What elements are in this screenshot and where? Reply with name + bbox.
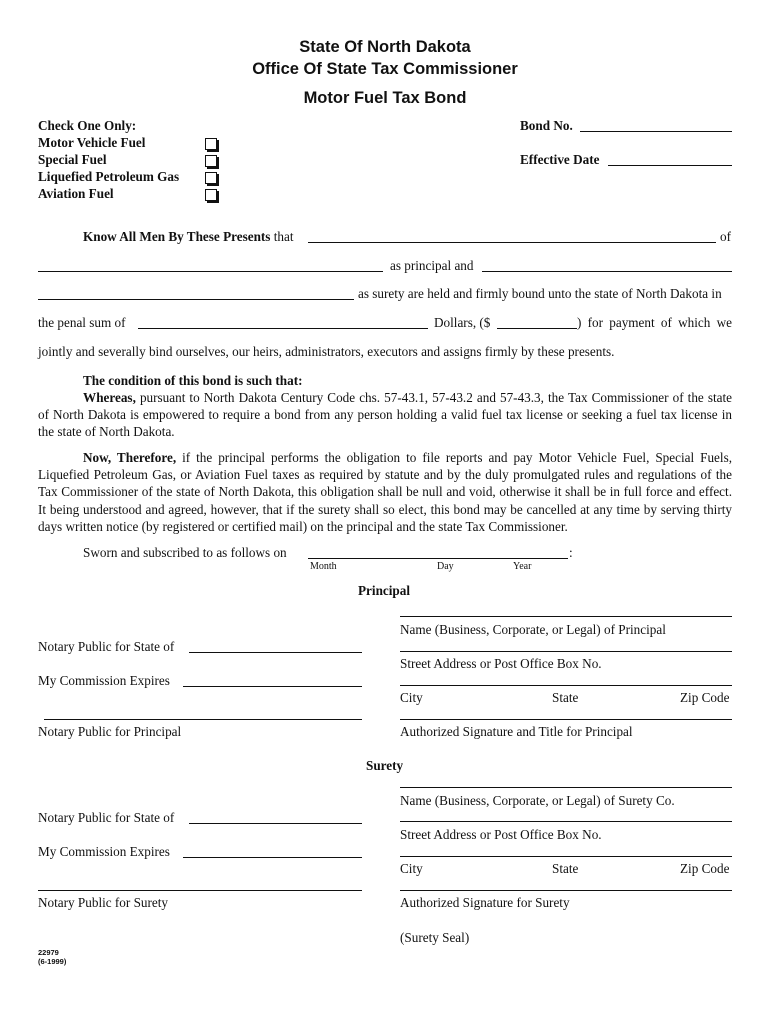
as-surety-label: as surety are held and firmly bound unto the state of North Dakota in: [358, 286, 722, 301]
principal-notary-label: Notary Public for Principal: [38, 724, 182, 739]
title-state: State Of North Dakota: [299, 38, 471, 56]
principal-notary-state-label: Notary Public for State of: [38, 639, 175, 654]
name-field-1[interactable]: [38, 271, 383, 272]
surety-zip-label: Zip Code: [680, 861, 730, 876]
sworn-date-field[interactable]: [308, 558, 568, 559]
whereas-bold: Whereas,: [83, 390, 136, 405]
principal-commission-field[interactable]: [183, 686, 362, 687]
for-payment-label: ) for payment of which we: [577, 315, 732, 330]
penal-sum-label: the penal sum of: [38, 315, 126, 330]
now-therefore-paragraph: [38, 449, 732, 535]
form-revision: (6-1999): [38, 957, 67, 966]
whereas-text: pursuant to North Dakota Century Code chs. 57-43.1, 57-43.2 and 57-43.3, the Tax Commissioner of the state of North Dakota is empowered to require a bond from any person holding a valid fuel tax license or seeking a fuel tax license in the state of North Dakota.: [38, 390, 732, 440]
day-label: Day: [437, 561, 454, 572]
principal-title: Principal: [358, 583, 411, 598]
principal-notary-signature-field[interactable]: [44, 719, 362, 720]
option-label-motor-vehicle: Motor Vehicle Fuel: [38, 135, 146, 150]
surety-name-field[interactable]: [38, 299, 354, 300]
know-that: that: [273, 229, 294, 244]
principal-and-field[interactable]: [482, 271, 732, 272]
surety-state-label: State: [552, 861, 579, 876]
surety-notary-label: Notary Public for Surety: [38, 895, 169, 910]
condition-title: The condition of this bond is such that:: [83, 373, 303, 388]
checkbox-aviation-fuel[interactable]: [205, 189, 217, 201]
principal-city-field[interactable]: [400, 685, 732, 686]
surety-signature-label: Authorized Signature for Surety: [400, 895, 570, 910]
jointly-text: jointly and severally bind ourselves, our heirs, administrators, executors and assigns firmly by these presents.: [38, 344, 615, 359]
principal-signature-label: Authorized Signature and Title for Principal: [400, 724, 633, 739]
effective-date-field[interactable]: [608, 165, 732, 166]
know-all-men-bold: Know All Men By These Presents: [83, 229, 271, 244]
checkbox-liquefied-petroleum-gas[interactable]: [205, 172, 217, 184]
now-therefore-text: if the principal performs the obligation to file reports and pay Motor Vehicle Fuel, Special Fuels, Liquefied Petroleum Gas, or Aviation Fuel taxes as required by statute and by the duly promulgated rules and regulations of the Tax Commissioner of the state of North Dakota, this obligation shall be null and void, otherwise it shall be in full force and effect. It being understood and agreed, however, that if the surety shall so elect, this bond may be cancelled at any time by serving thirty days written notice (by registered or certified mail) on the principal and the state Tax Commissioner.: [38, 450, 732, 534]
penal-sum-amount-field[interactable]: [497, 328, 577, 329]
effective-date-label: Effective Date: [520, 152, 600, 167]
form-number: 22979: [38, 948, 59, 957]
principal-name-field[interactable]: [400, 616, 732, 617]
principal-state-label: State: [552, 690, 579, 705]
sworn-label: Sworn and subscribed to as follows on: [83, 545, 287, 560]
surety-city-field[interactable]: [400, 856, 732, 857]
surety-street-field[interactable]: [400, 821, 732, 822]
check-one-title: Check One Only:: [38, 118, 137, 133]
year-label: Year: [513, 561, 532, 572]
surety-name-line[interactable]: [400, 787, 732, 788]
surety-city-label: City: [400, 861, 423, 876]
surety-title: Surety: [366, 758, 404, 773]
presents-that-field[interactable]: [308, 242, 716, 243]
surety-seal-label: (Surety Seal): [400, 930, 470, 945]
title-office: Office Of State Tax Commissioner: [252, 60, 518, 78]
principal-name-label: Name (Business, Corporate, or Legal) of Principal: [400, 622, 666, 637]
principal-notary-state-field[interactable]: [189, 652, 362, 653]
principal-commission-label: My Commission Expires: [38, 673, 170, 688]
principal-city-label: City: [400, 690, 423, 705]
dollars-label: Dollars, ($: [434, 315, 491, 330]
surety-notary-state-label: Notary Public for State of: [38, 810, 175, 825]
penal-sum-words-field[interactable]: [138, 328, 428, 329]
now-therefore-bold: Now, Therefore,: [83, 450, 177, 465]
bond-no-field[interactable]: [580, 131, 732, 132]
surety-notary-state-field[interactable]: [189, 823, 362, 824]
bond-no-label: Bond No.: [520, 118, 573, 133]
surety-street-label: Street Address or Post Office Box No.: [400, 827, 602, 842]
surety-signature-field[interactable]: [400, 890, 732, 891]
surety-commission-label: My Commission Expires: [38, 844, 170, 859]
as-principal-label: as principal and: [390, 258, 474, 273]
title-form: Motor Fuel Tax Bond: [303, 89, 467, 107]
surety-name-label: Name (Business, Corporate, or Legal) of Surety Co.: [400, 793, 675, 808]
option-label-lpg: Liquefied Petroleum Gas: [38, 169, 180, 184]
checkbox-special-fuel[interactable]: [205, 155, 217, 167]
principal-signature-field[interactable]: [400, 719, 732, 720]
option-label-aviation: Aviation Fuel: [38, 186, 114, 201]
of-label: of: [720, 229, 731, 244]
principal-zip-label: Zip Code: [680, 690, 730, 705]
option-label-special-fuel: Special Fuel: [38, 152, 107, 167]
checkbox-motor-vehicle-fuel[interactable]: [205, 138, 217, 150]
principal-street-label: Street Address or Post Office Box No.: [400, 656, 602, 671]
whereas-paragraph: [38, 389, 732, 441]
surety-notary-signature-field[interactable]: [38, 890, 362, 891]
month-label: Month: [310, 561, 337, 572]
know-all-men-line: [83, 229, 294, 245]
sworn-colon: :: [569, 545, 573, 560]
principal-street-field[interactable]: [400, 651, 732, 652]
surety-commission-field[interactable]: [183, 857, 362, 858]
